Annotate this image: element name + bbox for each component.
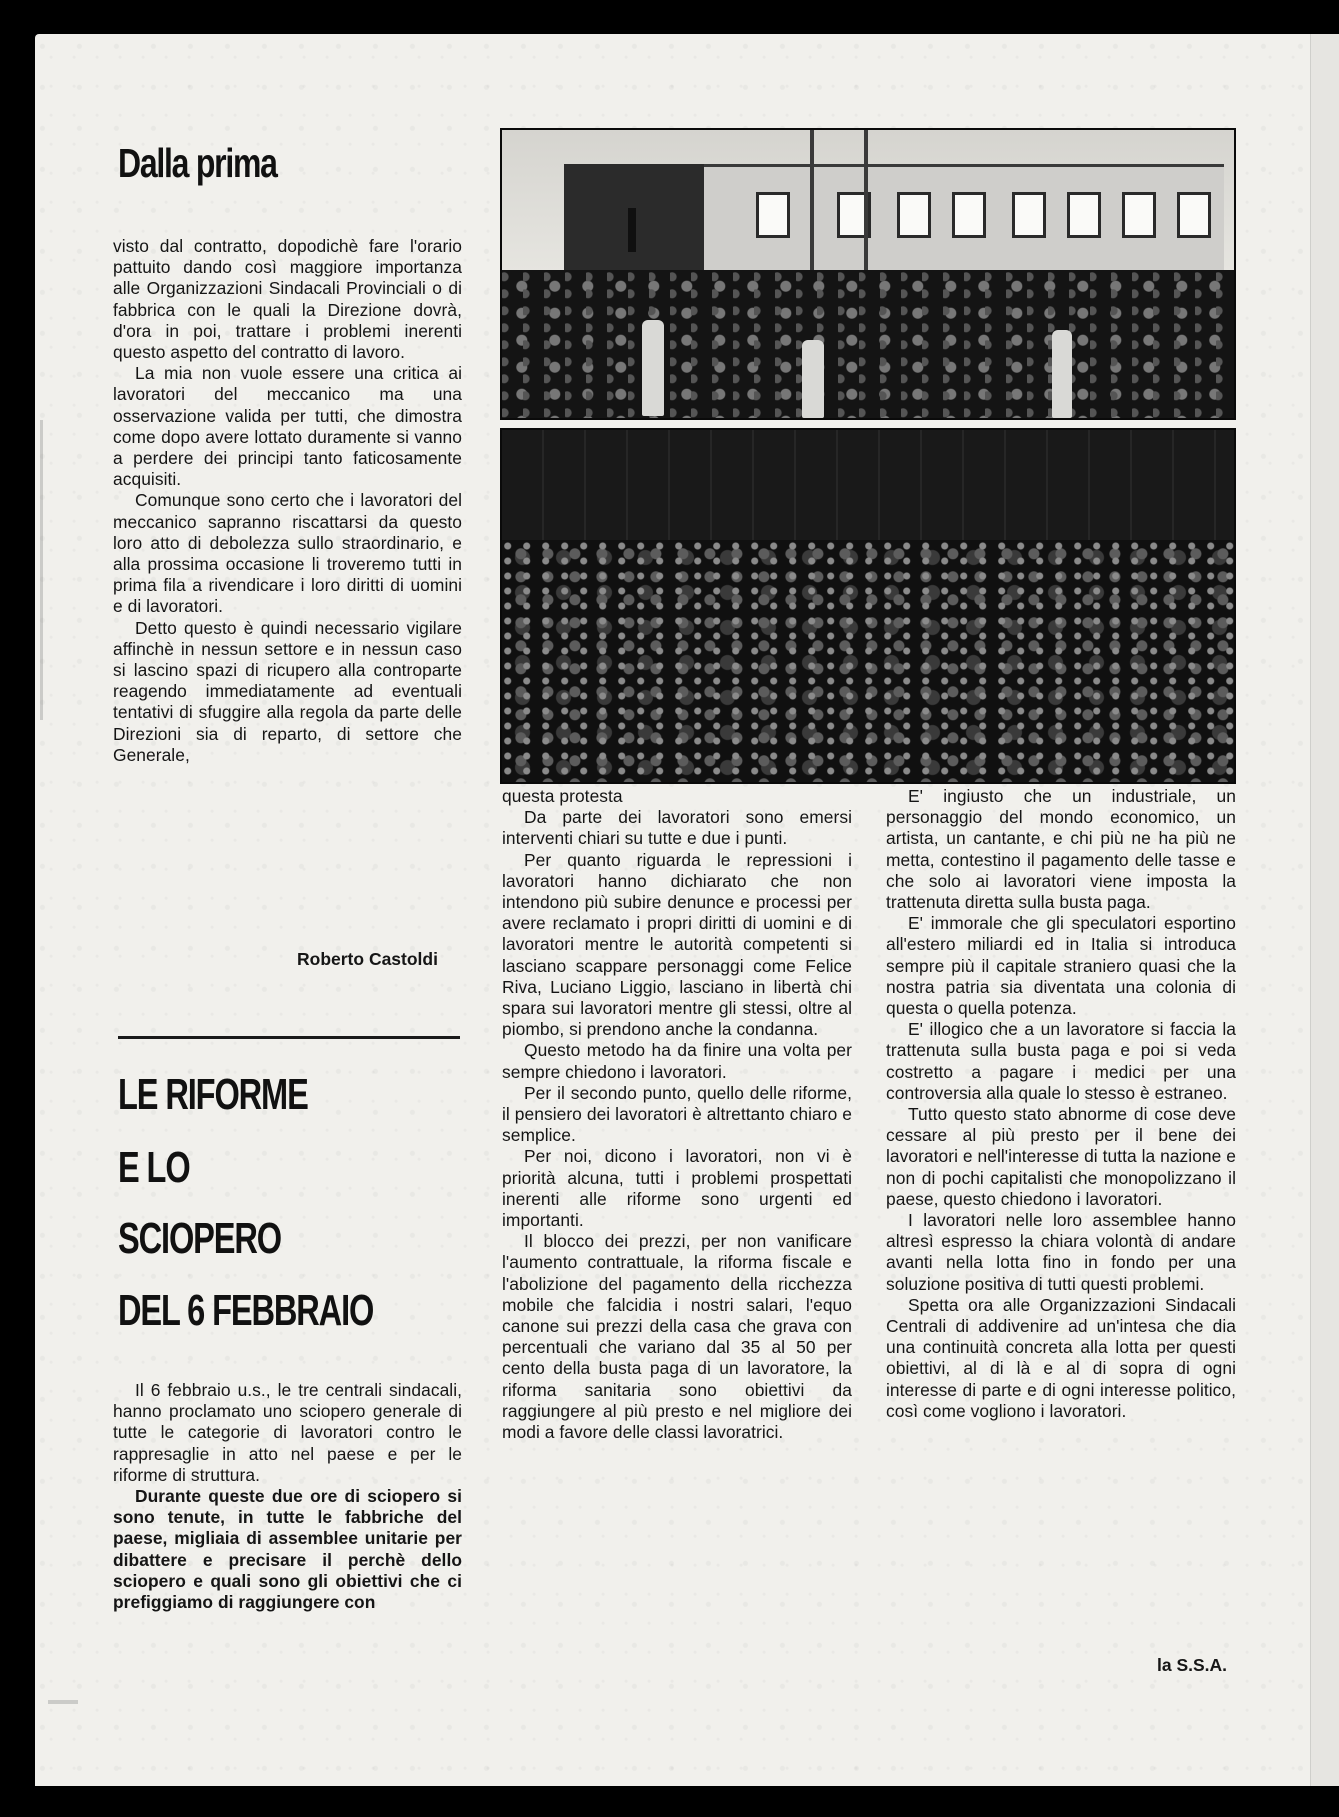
paragraph: Per il secondo punto, quello delle riforme, il pensiero dei lavoratori è altrettanto chiaro e semplice. xyxy=(502,1082,852,1146)
paragraph: E' immorale che gli speculatori esportino all'estero miliardi ed in Italia si introduca sempre più il capitale straniero quasi che la nostra patria sia diventata una colonia di questa o quella potenza. xyxy=(886,913,1236,1019)
headline-line: LE RIFORME xyxy=(118,1070,308,1119)
photo-factory-crowd xyxy=(500,128,1236,420)
paragraph: Questo metodo ha da finire una volta per sempre chiedono i lavoratori. xyxy=(502,1040,852,1082)
page-edge xyxy=(1310,34,1339,1786)
photo-window xyxy=(1012,192,1046,238)
photo-window xyxy=(897,192,931,238)
paragraph: questa protesta xyxy=(502,786,623,806)
photo-window xyxy=(756,192,790,238)
photo-window xyxy=(1177,192,1211,238)
photo-lamp-post xyxy=(864,130,868,290)
photo-door xyxy=(628,208,636,252)
paragraph: Per noi, dicono i lavoratori, non vi è priorità alcuna, tutti i problemi prospettati inerenti alle riforme sono urgenti ed importanti. xyxy=(502,1146,852,1231)
scan-artifact xyxy=(40,420,43,720)
author-byline: la S.S.A. xyxy=(1157,1655,1228,1675)
section-divider xyxy=(118,1036,460,1039)
photo-pole xyxy=(810,130,814,290)
paragraph: Il blocco dei prezzi, per non vanificare l'aumento contrattuale, la riforma fiscale e l'abolizione del pagamento della ricchezza mobile che falcidia i nostri salari, l'equo canone sui prezzi della casa che grava con percentuali che variano dal 35 al 50 per cento della busta paga di un lavoratore, la riforma sanitaria sono obiettivi da raggiungere al più presto e nel migliore dei modi a favore delle classi lavoratrici. xyxy=(502,1231,852,1443)
author-byline: Roberto Castoldi xyxy=(297,949,438,969)
paragraph: Spetta ora alle Organizzazioni Sindacali Centrali di addivenire ad un'intesa che dia una continuità concreta alla lotta per questi obiettivi, al di là e al di sopra di ogni interesse di parte e di ogni interesse politico, così come vogliono i lavoratori. xyxy=(886,1294,1236,1421)
paragraph: E' illogico che a un lavoratore si faccia la trattenuta sulla busta paga e poi si veda costretto a pagare i medici per una controversia alla quale lo stesso è estraneo. xyxy=(886,1019,1236,1103)
article-2-column-1 xyxy=(113,1380,462,1613)
headline-line: E LO xyxy=(118,1143,190,1192)
photo-window xyxy=(1122,192,1156,238)
photo-crowd xyxy=(502,540,1234,784)
photo-person xyxy=(642,320,664,416)
paragraph: Durante queste due ore di sciopero si sono tenute, in tutte le fabbriche del paese, migliaia di assemblee unitarie per dibattere e precisare il perchè dello sciopero e quali sono gli obiettivi che ci prefiggiamo di raggiungere con xyxy=(113,1486,462,1613)
photo-facade xyxy=(502,430,1234,550)
article-2-column-2 xyxy=(502,786,852,1443)
paragraph: Comunque sono certo che i lavoratori del meccanico sapranno riscattarsi da questo loro atto di debolezza sullo straordinario, e alla prossima occasione li troveremo tutti in prima fila a rivendicare i loro diritti di uomini e di lavoratori. xyxy=(113,490,462,617)
photo-person xyxy=(802,340,824,418)
photo-window xyxy=(1067,192,1101,238)
article-2-column-3 xyxy=(886,786,1236,1422)
paragraph: Detto questo è quindi necessario vigilare affinchè in nessun settore e in nessun caso si lascino spazi di ricupero alla controparte reagendo immediatamente ad eventuali tentativi di sfuggire alla regola da parte delle Direzioni sia di reparto, di settore che Generale, xyxy=(113,617,462,765)
paragraph: Per quanto riguarda le repressioni i lavoratori hanno dichiarato che non intendono più subire denunce e processi per avere reclamato i propri diritti di uomini e di lavoratori mentre le autorità competenti si lasciano scappare personaggi come Felice Riva, Luciano Liggio, lasciano in libertà chi spara sui lavoratori mentre gli stessi, oltre al piombo, si prendono anche la condanna. xyxy=(502,849,852,1040)
photo-window xyxy=(952,192,986,238)
headline-line: DEL 6 FEBBRAIO xyxy=(118,1286,374,1335)
paragraph: Da parte dei lavoratori sono emersi interventi chiari su tutte e due i punti. xyxy=(502,807,852,849)
article-1-body xyxy=(113,236,462,766)
paragraph: visto dal contratto, dopodichè fare l'orario pattuito dando così maggiore importanza alle Organizzazioni Sindacali Provinciali o di fabbrica con le quali la Direzione dovrà, d'ora in poi, trattare i problemi inerenti questo aspetto del contratto di lavoro. xyxy=(113,236,462,363)
headline-line: SCIOPERO xyxy=(118,1214,282,1263)
paragraph: La mia non vuole essere una critica ai lavoratori del meccanico ma una osservazione valida per tutti, che dimostra come dopo avere lottato duramente si vanno a perdere dei principi tanto faticosamente acquisiti. xyxy=(113,363,462,490)
paragraph: I lavoratori nelle loro assemblee hanno altresì espresso la chiara volontà di andare avanti nella lotta fino in fondo per una soluzione positiva di tutti questi problemi. xyxy=(886,1210,1236,1294)
paragraph: Il 6 febbraio u.s., le tre centrali sindacali, hanno proclamato uno sciopero generale di tutte le categorie di lavoratori contro le rappresaglie in atto nel paese e per le riforme di struttura. xyxy=(113,1380,462,1485)
photo-assembly-crowd xyxy=(500,428,1236,784)
paragraph: E' ingiusto che un industriale, un personaggio del mondo economico, un artista, un cantante, e chi più ne ha più ne metta, contestino il pagamento delle tasse e che solo ai lavoratori viene imposta la trattenuta diretta sulla busta paga. xyxy=(886,786,1236,913)
scan-artifact xyxy=(48,1700,78,1704)
paragraph: Tutto questo stato abnorme di cose deve cessare al più presto per il bene dei lavoratori e nell'interesse di tutta la nazione e non di pochi capitalisti che monopolizzano il paese, questo chiedono i lavoratori. xyxy=(886,1104,1236,1209)
article-title: Dalla prima xyxy=(118,140,277,186)
photo-crowd xyxy=(502,270,1234,420)
photo-person xyxy=(1052,330,1072,418)
